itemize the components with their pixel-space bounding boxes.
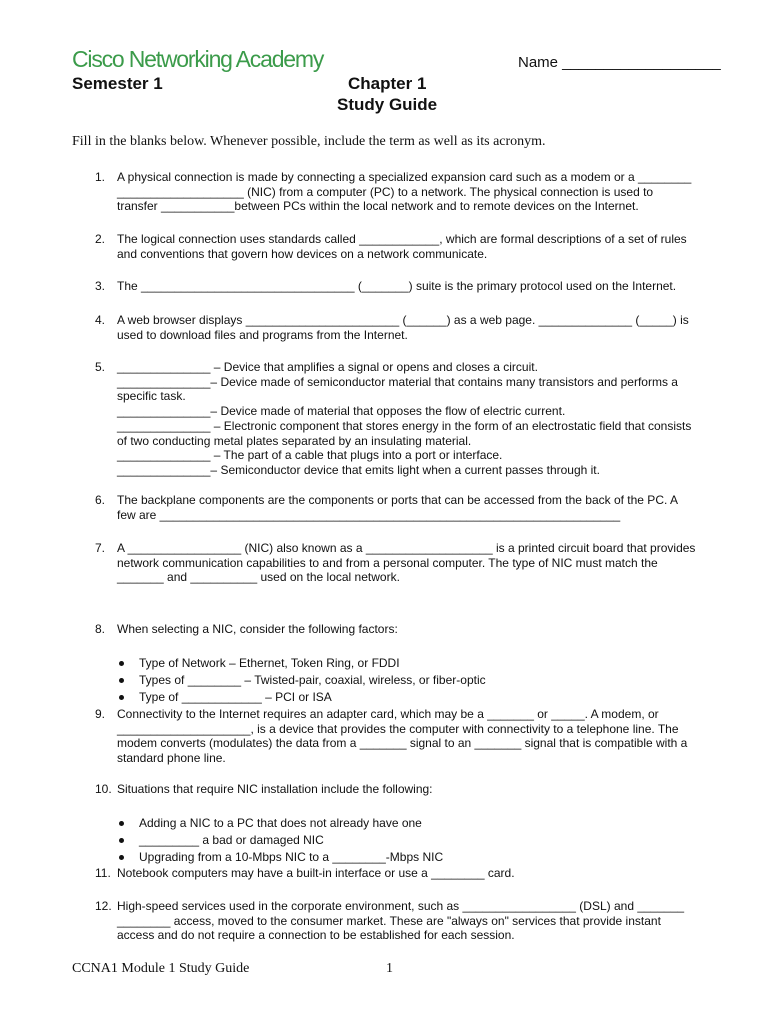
question-number: 7.: [95, 541, 106, 555]
question-number: 5.: [95, 360, 106, 374]
question-line: A physical connection is made by connecting a specialized expansion card such as a modem or a ________: [117, 170, 692, 184]
question-line: Notebook computers may have a built-in interface or use a ________ card.: [117, 866, 515, 880]
question-line: The logical connection uses standards called ____________, which are formal descriptions of a set of rules: [117, 232, 687, 246]
question-number: 6.: [95, 493, 106, 507]
question-line: modem converts (modulates) the data from a _______ signal to an _______ signal that is compatible with a: [117, 736, 688, 751]
instructions: Fill in the blanks below. Whenever possible, include the term as well as its acronym.: [72, 134, 546, 149]
question-line: specific task.: [117, 389, 186, 404]
question-number: 2.: [95, 232, 106, 246]
question-line: ______________ – The part of a cable that plugs into a port or interface.: [117, 448, 503, 463]
question-number: 9.: [95, 707, 106, 721]
question-8: [117, 622, 723, 637]
question-1: [117, 170, 723, 214]
question-number: 10.: [95, 782, 112, 796]
question-10: [117, 782, 723, 797]
question-2: [117, 232, 723, 261]
question-line: access and do not require a connection to be established for each session.: [117, 928, 515, 943]
bullet-list-q10: [117, 815, 443, 866]
question-3: [117, 279, 723, 294]
question-line: used to download files and programs from the Internet.: [117, 327, 408, 342]
question-line: Situations that require NIC installation include the following:: [117, 782, 433, 796]
question-line: standard phone line.: [117, 751, 226, 766]
question-line: Connectivity to the Internet requires an adapter card, which may be a _______ or _____. A modem, or: [117, 707, 659, 721]
bullet-item: Type of Network – Ethernet, Token Ring, or FDDI: [117, 655, 486, 672]
question-7: [117, 541, 723, 585]
semester-label: Semester 1: [72, 74, 163, 93]
bullet-item: Types of ________ – Twisted-pair, coaxial, wireless, or fiber-optic: [117, 672, 486, 689]
question-line: few are _____________________________________________________________________: [117, 507, 621, 522]
question-number: 8.: [95, 622, 106, 636]
question-line: ______________– Device made of material that opposes the flow of electric current.: [117, 404, 566, 419]
question-4: [117, 313, 723, 342]
question-line: ______________ – Device that amplifies a signal or opens and closes a circuit.: [117, 360, 538, 374]
question-line: of two conducting metal plates separated by an insulating material.: [117, 433, 472, 448]
question-line: ______________ – Electronic component that stores energy in the form of an electrostatic field that consists: [117, 418, 692, 433]
bullet-item: _________ a bad or damaged NIC: [117, 832, 443, 849]
question-line: ____________________, is a device that provides the computer with connectivity to a telephone line. The: [117, 721, 679, 736]
question-line: ______________– Semiconductor device that emits light when a current passes through it.: [117, 462, 600, 477]
bullet-item: Upgrading from a 10-Mbps NIC to a ________-Mbps NIC: [117, 849, 443, 866]
question-line: High-speed services used in the corporate environment, such as _________________ (DSL) and _______: [117, 899, 685, 913]
question-9: [117, 707, 723, 766]
academy-logo-text: Cisco Networking Academy: [72, 46, 324, 72]
question-line: A web browser displays _______________________ (______) as a web page. ______________ (_____) is: [117, 313, 689, 327]
question-line: The ________________________________ (_______) suite is the primary protocol used on the Internet.: [117, 279, 677, 293]
question-line: and conventions that govern how devices on a network communicate.: [117, 246, 488, 261]
question-number: 11.: [95, 866, 111, 880]
question-number: 3.: [95, 279, 106, 293]
question-12: [117, 899, 723, 943]
question-line: ___________________ (NIC) from a computer (PC) to a network. The physical connection is used to: [117, 184, 654, 199]
question-11: [117, 866, 723, 881]
name-field: Name ___________________: [518, 54, 721, 71]
question-line: The backplane components are the components or ports that can be accessed from the back of the PC. A: [117, 493, 678, 507]
footer-title: CCNA1 Module 1 Study Guide: [72, 961, 250, 976]
bullet-item: Type of ____________ – PCI or ISA: [117, 689, 486, 706]
bullet-list-q8: [117, 655, 486, 706]
question-6: [117, 493, 723, 522]
question-line: transfer ___________between PCs within the local network and to remote devices on the Internet.: [117, 199, 639, 214]
question-line: ________ access, moved to the consumer market. These are "always on" services that provide instant: [117, 913, 661, 928]
study-guide-title: Study Guide: [337, 95, 438, 114]
question-5: [117, 360, 723, 478]
question-line: A _________________ (NIC) also known as a ___________________ is a printed circuit board that provides: [117, 541, 696, 555]
question-number: 12.: [95, 899, 112, 913]
page-number: 1: [386, 961, 393, 976]
question-number: 4.: [95, 313, 106, 327]
question-number: 1.: [95, 170, 106, 184]
question-line: _______ and __________ used on the local network.: [117, 570, 400, 585]
bullet-item: Adding a NIC to a PC that does not already have one: [117, 815, 443, 832]
question-line: When selecting a NIC, consider the following factors:: [117, 622, 398, 636]
question-line: ______________– Device made of semiconductor material that contains many transistors and performs a: [117, 374, 678, 389]
question-line: network communication capabilities to and from a personal computer. The type of NIC must match the: [117, 555, 658, 570]
chapter-title: Chapter 1: [348, 74, 427, 93]
